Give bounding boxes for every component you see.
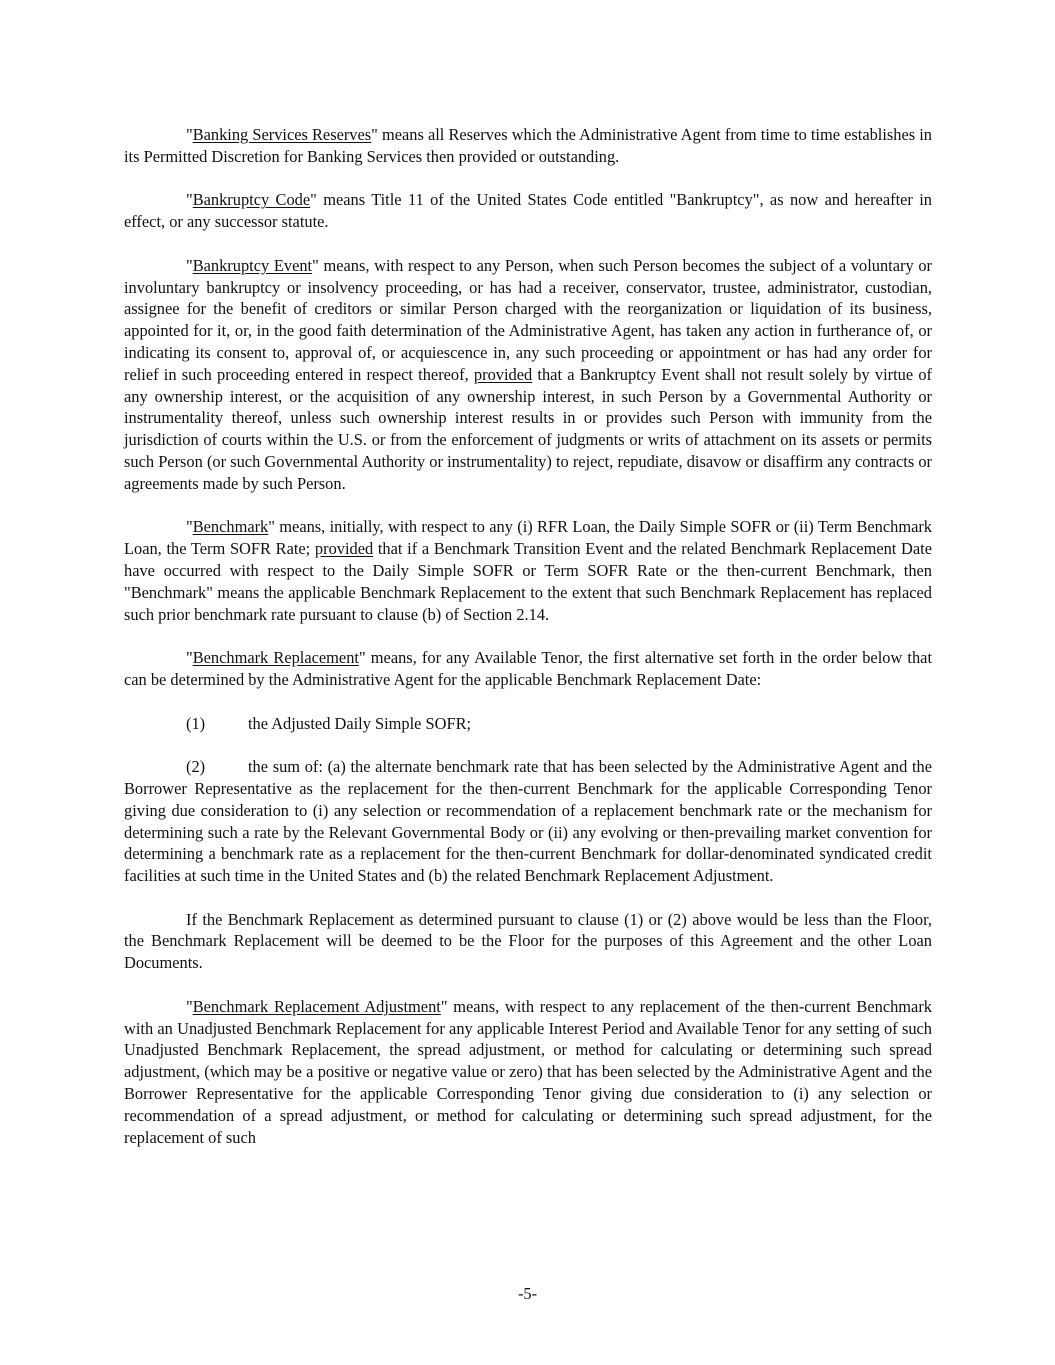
definition-benchmark bbox=[124, 516, 932, 625]
floor-text: If the Benchmark Replacement as determined pursuant to clause (1) or (2) above would be less than the Floor, the Benchmark Replacement will be deemed to be the Floor for the purposes of this Agreement and the other Loan Documents. bbox=[124, 909, 932, 973]
floor-paragraph bbox=[124, 909, 932, 974]
defined-term: Bankruptcy Event bbox=[192, 255, 313, 275]
open-quote: " bbox=[186, 255, 193, 275]
open-quote: " bbox=[186, 125, 193, 144]
defined-term: Bankruptcy Code bbox=[192, 190, 311, 210]
clause-label: (1) bbox=[186, 713, 206, 733]
open-quote: " bbox=[186, 648, 193, 668]
definition-bankruptcy-code bbox=[124, 189, 932, 233]
definition-benchmark-replacement bbox=[124, 647, 932, 691]
definition-text-continued: that a Bankruptcy Event shall not result solely by virtue of any ownership interest, or the acquisition of any ownership interest, in such Person by a Governmental Authority or instrumentality thereof, unless such ownership interest results in or provides such Person with immunity from the jurisdiction of courts within the U.S. or from the enforcement of judgments or writs of attachment on its assets or permits such Person (or such Governmental Authority or instrumentality) to reject, repudiate, disavow or disaffirm any contracts or agreements made by such Person. bbox=[124, 364, 933, 493]
definition-text: " means, with respect to any replacement of the then-current Benchmark with an Unadjusted Benchmark Replacement for any applicable Interest Period and Available Tenor for any setting of such Unadjusted Benchmark Replacement, the spread adjustment, or method for calculating or determining such spread adjustment, (which may be a positive or negative value or zero) that has been selected by the Administrative Agent and the Borrower Representative for the applicable Corresponding Tenor giving due consideration to (i) any selection or recommendation of a spread adjustment, or method for calculating or determining such spread adjustment, for the replacement of such bbox=[124, 996, 932, 1147]
open-quote: " bbox=[186, 517, 193, 537]
definition-text: " means, for any Available Tenor, the first alternative set forth in the order below that can be determined by the Administrative Agent for the applicable Benchmark Replacement Date: bbox=[124, 648, 933, 689]
numbered-clause-2 bbox=[124, 756, 932, 887]
defined-term: Benchmark bbox=[192, 517, 269, 537]
definition-text: " means all Reserves which the Administrative Agent from time to time establishes in its Permitted Discretion for Banking Services then provided or outstanding. bbox=[124, 125, 932, 166]
definition-text: " means, with respect to any Person, when such Person becomes the subject of a voluntary or involuntary bankruptcy or insolvency proceeding, or has had a receiver, conservator, trustee, administrator, custodian, assignee for the benefit of creditors or similar Person charged with the reorganization or liquidation of its business, appointed for it, or, in the good faith determination of the Administrative Agent, has taken any action in furtherance of, or indicating its consent to, approval of, or acquiescence in, any such proceeding or appointment or has had any order for relief in such proceeding entered in respect thereof, bbox=[124, 255, 932, 384]
clause-label: (2) bbox=[186, 757, 206, 777]
defined-term: Benchmark Replacement bbox=[192, 648, 359, 668]
defined-term: Banking Services Reserves bbox=[192, 125, 372, 144]
definition-text: " means Title 11 of the United States Code entitled "Bankruptcy", as now and hereafter in effect, or any successor statute. bbox=[124, 190, 932, 232]
definition-text-continued: that if a Benchmark Transition Event and the related Benchmark Replacement Date have occurred with respect to the Daily Simple SOFR or Term SOFR Rate or the then-current Benchmark, then "Benchmark" means the applicable Benchmark Replacement to the extent that such Benchmark Replacement has replaced such prior benchmark rate pursuant to clause (b) of Section 2.14. bbox=[124, 539, 932, 624]
proviso-term: provided bbox=[314, 539, 374, 559]
open-quote: " bbox=[186, 996, 193, 1016]
page-number: -5- bbox=[517, 1284, 538, 1303]
document-page bbox=[124, 124, 932, 1148]
definition-banking-services-reserves bbox=[124, 124, 932, 168]
proviso-term: provided bbox=[473, 364, 533, 384]
definition-benchmark-replacement-adjustment bbox=[124, 996, 932, 1149]
defined-term: Benchmark Replacement Adjustment bbox=[192, 996, 441, 1016]
clause-text: the sum of: (a) the alternate benchmark rate that has been selected by the Administrative Agent and the Borrower Representative as the replacement for the then-current Benchmark for the applicable Corresponding Tenor giving due consideration to (i) any selection or recommendation of a replacement benchmark rate or the mechanism for determining such a rate by the Relevant Governmental Body or (ii) any evolving or then-prevailing market convention for determining a benchmark rate as a replacement for the then-current Benchmark for dollar-denominated syndicated credit facilities at such time in the United States and (b) the related Benchmark Replacement Adjustment. bbox=[124, 757, 932, 886]
definition-text: " means, initially, with respect to any (i) RFR Loan, the Daily Simple SOFR or (ii) Term Benchmark Loan, the Term SOFR Rate; bbox=[124, 517, 932, 559]
numbered-clause-1 bbox=[124, 713, 932, 735]
clause-text: the Adjusted Daily Simple SOFR; bbox=[248, 713, 472, 733]
open-quote: " bbox=[186, 190, 193, 210]
definition-bankruptcy-event bbox=[124, 255, 932, 495]
